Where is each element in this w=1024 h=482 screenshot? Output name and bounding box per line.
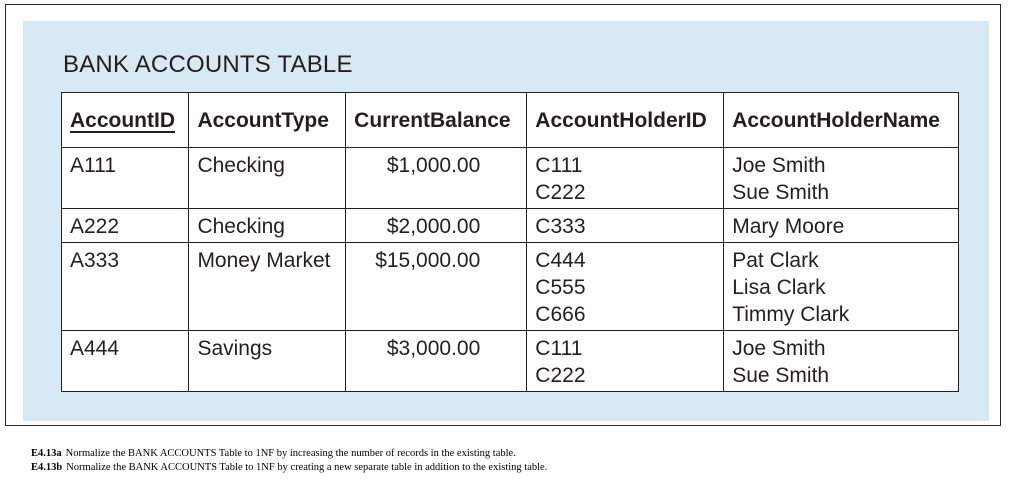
cell-account-holder-names [724, 209, 959, 243]
exercise-id: E4.13a [31, 448, 62, 459]
cell-account-type: Money Market [189, 243, 346, 331]
cell-account-type: Savings [189, 331, 346, 392]
account-holder-id: C222 [535, 364, 586, 387]
table-body [62, 148, 959, 392]
account-holder-id: C333 [535, 215, 586, 238]
cell-account-holder-ids [527, 209, 724, 243]
account-holder-id: C111 [535, 337, 583, 360]
account-holder-name: Lisa Clark [732, 276, 826, 299]
cell-current-balance: $3,000.00 [346, 331, 527, 392]
table-title: BANK ACCOUNTS TABLE [63, 51, 353, 78]
cell-account-id: A222 [62, 209, 189, 243]
figure-panel [23, 21, 989, 421]
account-holder-name: Joe Smith [732, 154, 826, 177]
exercise-text: Normalize the BANK ACCOUNTS Table to 1NF by increasing the number of records in the existing table. [65, 448, 516, 459]
cell-account-id: A111 [62, 148, 189, 209]
account-holder-name: Joe Smith [732, 337, 826, 360]
table-row [62, 209, 959, 243]
account-holder-id: C444 [535, 249, 586, 272]
account-holder-id: C111 [535, 154, 583, 177]
account-holder-name: Sue Smith [732, 364, 830, 387]
exercise-item [31, 447, 547, 461]
column-header-accountid: AccountID [62, 93, 189, 148]
column-header-accountholdername: AccountHolderName [724, 93, 959, 148]
exercise-text: Normalize the BANK ACCOUNTS Table to 1NF by creating a new separate table in addition to the existing table. [66, 462, 548, 473]
cell-account-holder-names [724, 148, 959, 209]
cell-current-balance: $2,000.00 [346, 209, 527, 243]
cell-account-type: Checking [189, 209, 346, 243]
cell-account-id: A444 [62, 331, 189, 392]
account-holder-name: Timmy Clark [732, 303, 850, 326]
column-header-currentbalance: CurrentBalance [346, 93, 527, 148]
cell-current-balance: $15,000.00 [346, 243, 527, 331]
table-row [62, 148, 959, 209]
cell-account-holder-ids [527, 243, 724, 331]
cell-account-holder-names [724, 331, 959, 392]
account-holder-id: C555 [535, 276, 586, 299]
bank-accounts-table [61, 92, 959, 392]
cell-account-holder-ids [527, 331, 724, 392]
column-header-accounttype: AccountType [189, 93, 346, 148]
account-holder-id: C666 [535, 303, 586, 326]
cell-account-id: A333 [62, 243, 189, 331]
exercise-id: E4.13b [31, 462, 63, 473]
cell-account-holder-ids [527, 148, 724, 209]
account-holder-name: Mary Moore [732, 215, 845, 238]
cell-account-holder-names [724, 243, 959, 331]
cell-current-balance: $1,000.00 [346, 148, 527, 209]
cell-account-type: Checking [189, 148, 346, 209]
column-header-accountholderid: AccountHolderID [527, 93, 724, 148]
table-row [62, 331, 959, 392]
figure-frame [5, 4, 1001, 426]
account-holder-name: Pat Clark [732, 249, 819, 272]
table-row [62, 243, 959, 331]
exercise-item [31, 461, 547, 475]
account-holder-id: C222 [535, 181, 586, 204]
account-holder-name: Sue Smith [732, 181, 830, 204]
exercise-list [31, 447, 547, 475]
table-header-row [62, 93, 959, 148]
